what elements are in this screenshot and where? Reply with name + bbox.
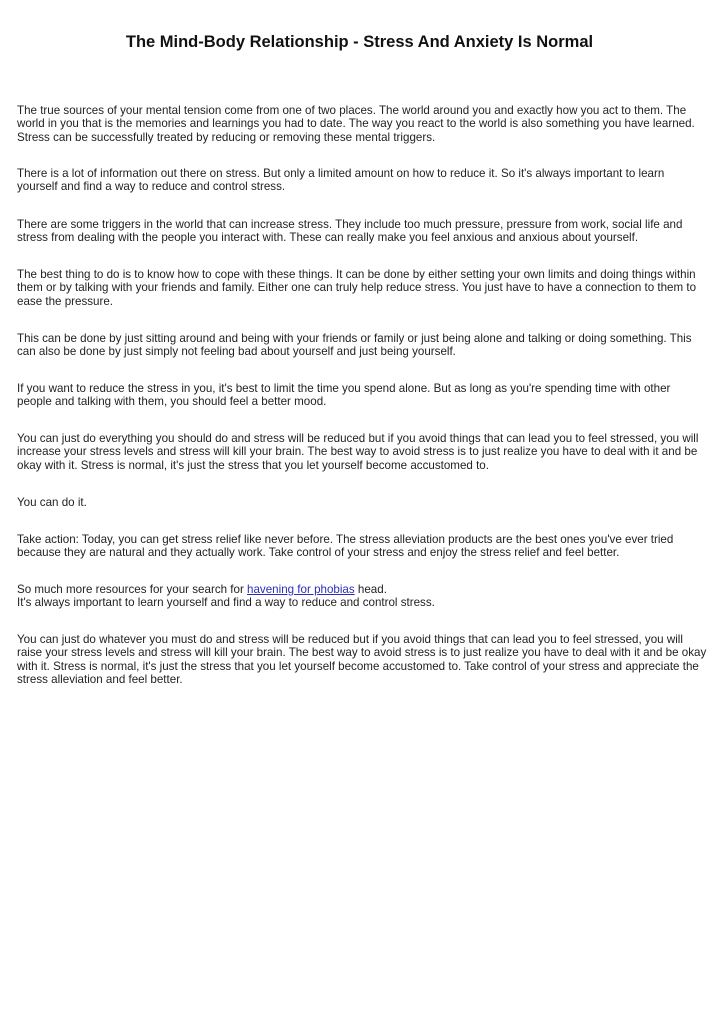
paragraph-information-on-stress: There is a lot of information out there on stress. But only a limited amount on how to reduce it. So it's always important to learn yourself and find a way to reduce and control stress.: [17, 167, 665, 194]
paragraph-coping: The best thing to do is to know how to cope with these things. It can be done by either setting your own limits and doing things within them or by talking with your friends and family. Either one can truly help reduce stress. You just have to have a connection to them to ease the pressure.: [17, 268, 697, 308]
havening-for-phobias-link[interactable]: havening for phobias: [247, 583, 355, 596]
resources-text-before-link: So much more resources for your search for: [17, 583, 248, 596]
paragraph-final: You can just do whatever you must do and stress will be reduced but if you avoid things that can lead you to feel stressed, you will raise your stress levels and stress will kill your brain. The best way to avoid stress is to just realize you have to deal with it and be okay with it. Stress is normal, it's just the stress that you let yourself become accustomed to. Take control of your stress and appreciate the stress alleviation and feel better.: [17, 633, 707, 687]
paragraph-take-action: Take action: Today, you can get stress relief like never before. The stress alleviation products are the best ones you've ever tried because they are natural and they actually work. Take control of your stress and enjoy the stress relief and feel better.: [17, 533, 674, 560]
paragraph-limit-time-alone: If you want to reduce the stress in you, it's best to limit the time you spend alone. But as long as you're spending time with other people and talking with them, you should feel a better mood.: [17, 382, 671, 409]
paragraph-resources: [17, 583, 707, 610]
resources-text-after-link: head.: [354, 583, 387, 596]
paragraph-friends-family: This can be done by just sitting around and being with your friends or family or just being alone and talking or doing something. This can also be done by just simply not feeling bad about yourself and just being yourself.: [17, 332, 692, 359]
paragraph-stress-is-normal: You can just do everything you should do and stress will be reduced but if you avoid things that can lead you to feel stressed, you will increase your stress levels and stress will kill your brain. The best way to avoid stress is to just realize you have to deal with it and be okay with it. Stress is normal, it's just the stress that you let yourself become accustomed to.: [17, 432, 699, 472]
page-title: The Mind-Body Relationship - Stress And Anxiety Is Normal: [125, 33, 594, 51]
paragraph-stress-triggers: There are some triggers in the world that can increase stress. They include too much pressure, pressure from work, social life and stress from dealing with the people you interact with. These can really make you feel anxious and anxious about yourself.: [17, 218, 683, 245]
paragraph-mental-tension-sources: The true sources of your mental tension come from one of two places. The world around you and exactly how you act to them. The world in you that is the memories and learnings you had to date. The way you react to the world is also something you have learned. Stress can be successfully treated by reducing or removing these mental triggers.: [17, 104, 695, 144]
paragraph-you-can-do-it: You can do it.: [17, 496, 87, 509]
resources-second-line: It's always important to learn yourself and find a way to reduce and control stress.: [17, 596, 435, 610]
